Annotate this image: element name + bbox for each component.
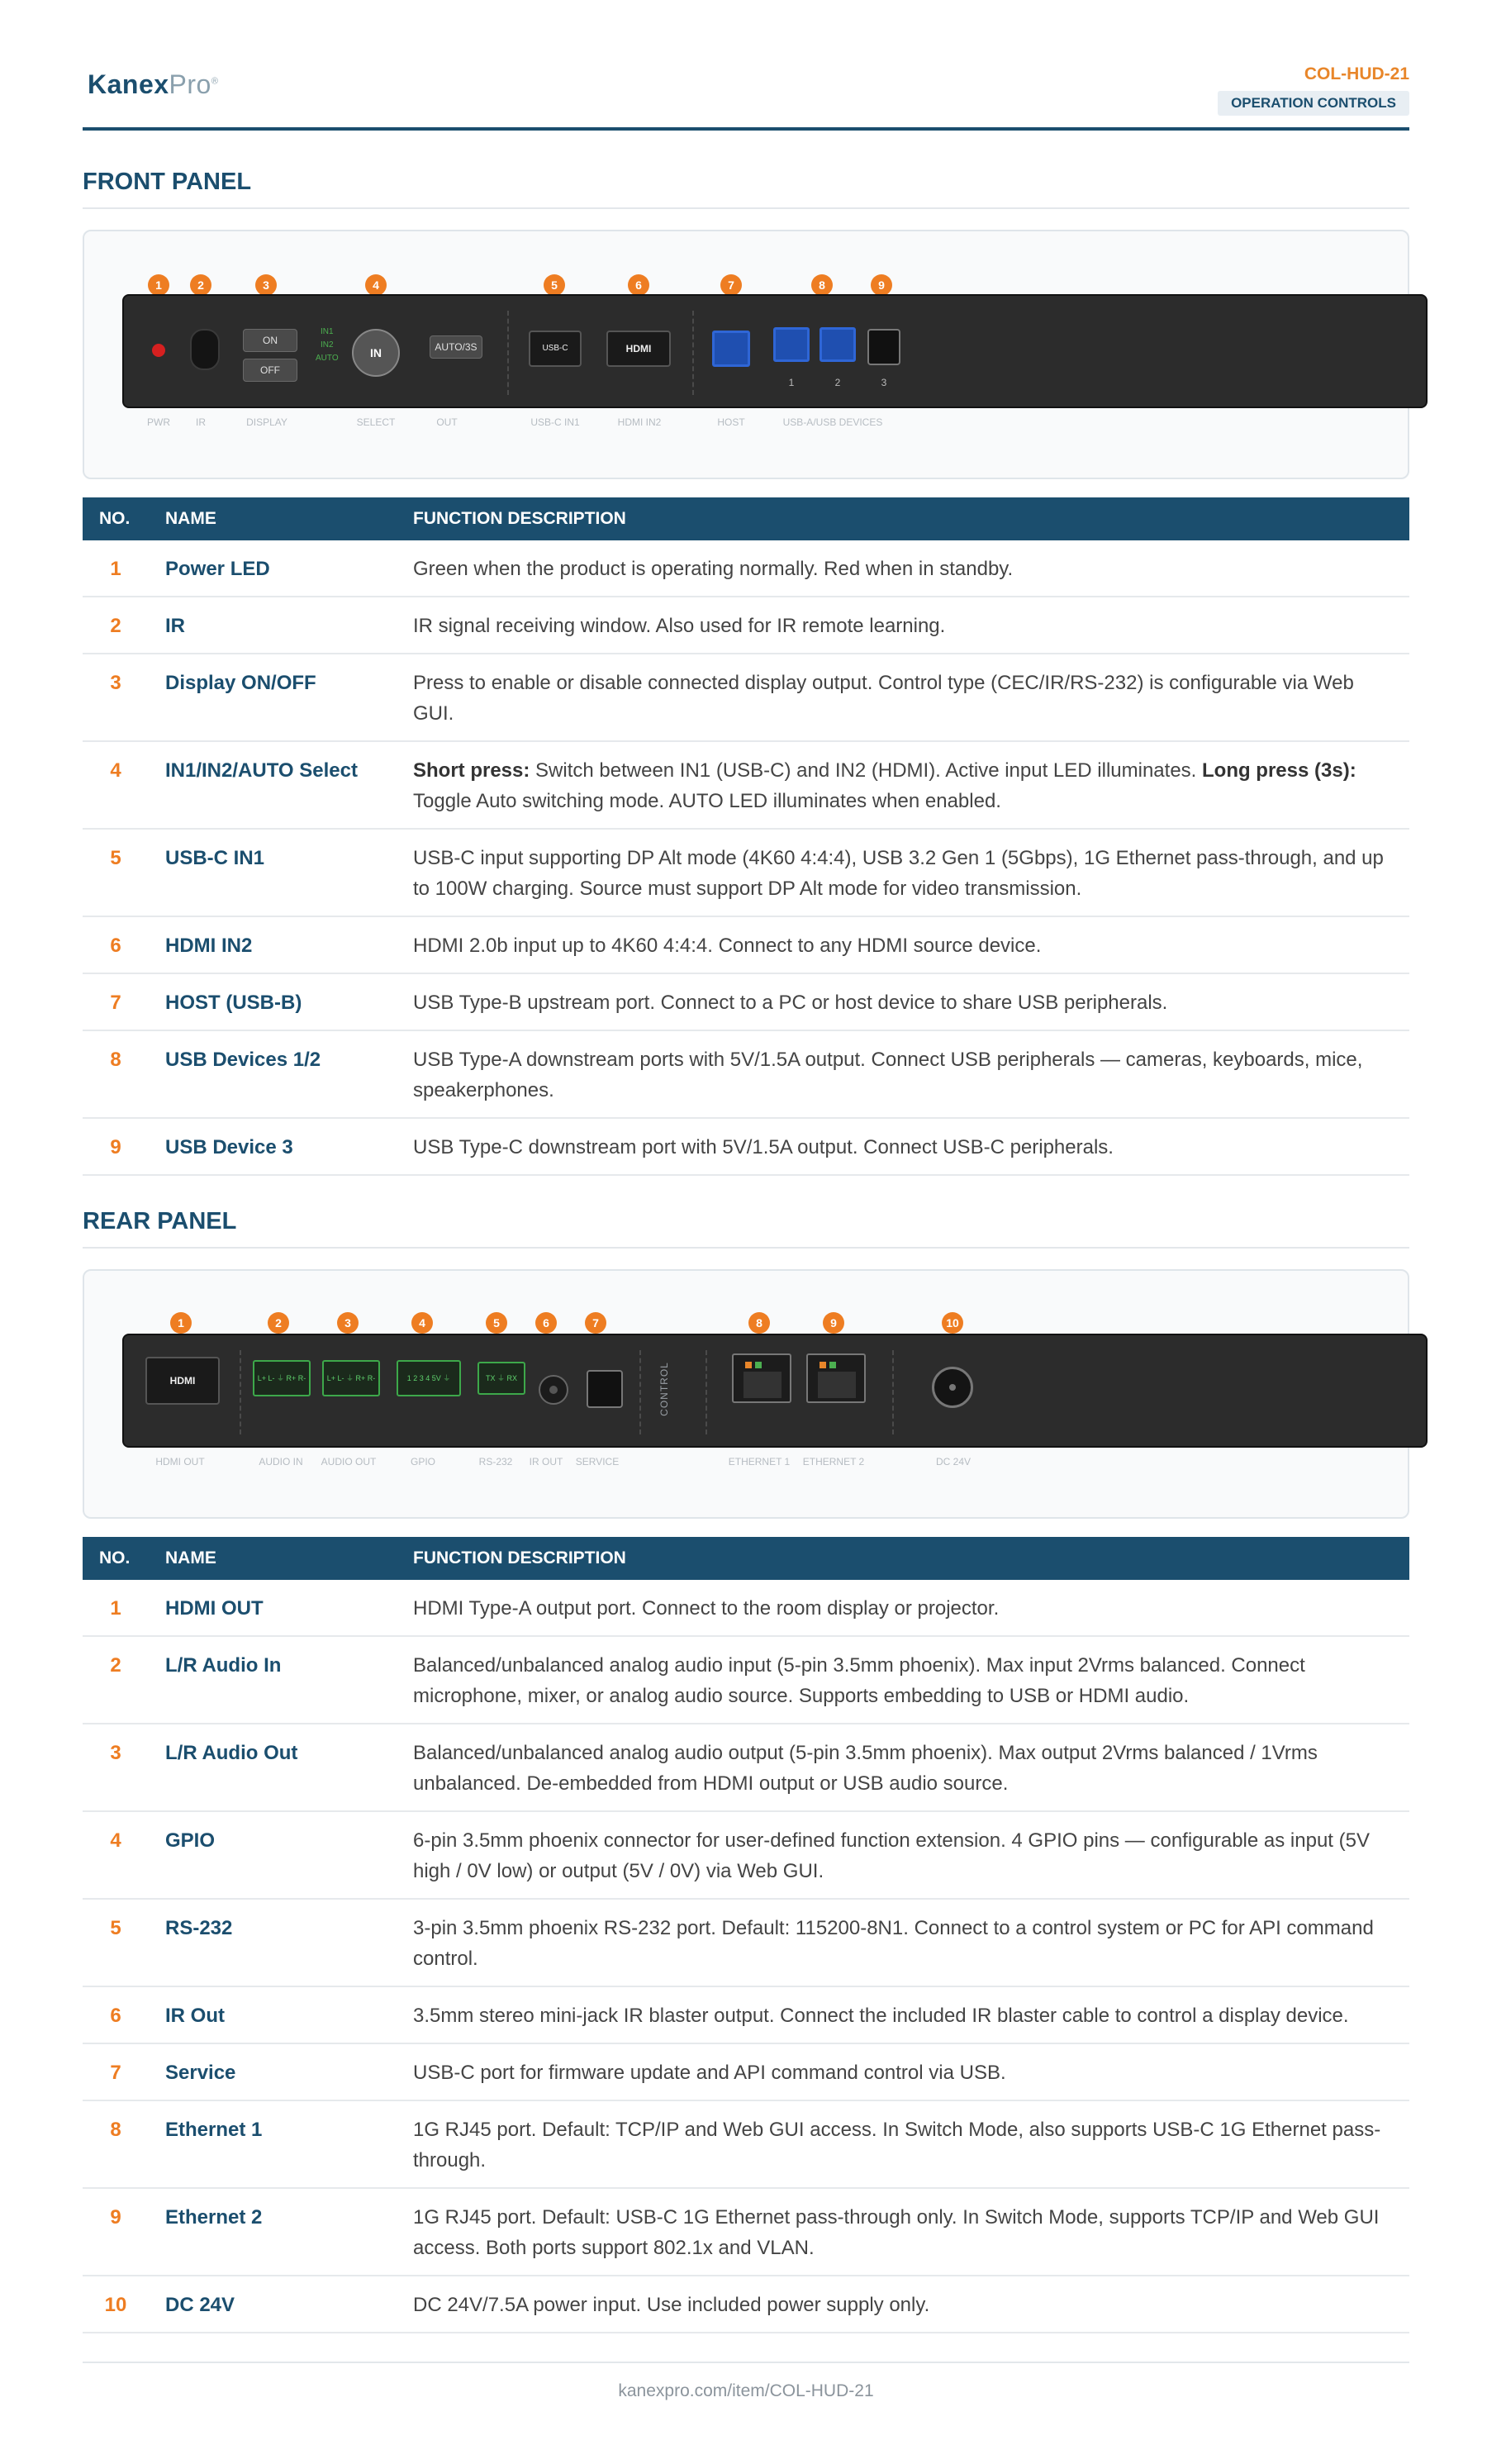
row-name: L/R Audio In [149, 1636, 397, 1724]
row-name: Ethernet 2 [149, 2188, 397, 2276]
led-in1-label: IN1 [321, 327, 334, 336]
power-led [152, 344, 165, 357]
col-header-description: FUNCTION DESCRIPTION [413, 509, 626, 528]
row-number: 5 [83, 1899, 149, 1986]
rear-separator-3 [705, 1350, 707, 1434]
rear-panel-title: REAR PANEL [83, 1208, 1409, 1249]
col-header-description: FUNCTION DESCRIPTION [413, 1548, 626, 1567]
table-row [83, 2043, 1409, 2100]
audio-out-connector: L+ L- ⏚ R+ R- [322, 1360, 380, 1396]
row-description: USB-C port for firmware update and API command control via USB. [397, 2043, 1409, 2100]
short-press-text: Switch between IN1 (USB-C) and IN2 (HDMI). Active input LED illuminates. [530, 759, 1202, 782]
service-usbc-port [587, 1370, 623, 1408]
row-description: IR signal receiving window. Also used for IR remote learning. [397, 597, 1409, 654]
row-description: HDMI 2.0b input up to 4K60 4:4:4. Connect to any HDMI source device. [397, 916, 1409, 973]
front-callout-8: 8 [811, 274, 833, 296]
table-row [83, 1030, 1409, 1118]
row-number: 8 [83, 1030, 149, 1118]
usb-port-number-1: 1 [788, 377, 795, 388]
rear-panel-table [83, 1537, 1409, 2333]
table-row [83, 1899, 1409, 1986]
row-number: 9 [83, 1118, 149, 1175]
table-row [83, 1724, 1409, 1811]
ir-window [190, 329, 220, 370]
led-in2-label: IN2 [321, 340, 334, 350]
label-audio-in: AUDIO IN [259, 1456, 303, 1467]
table-row [83, 597, 1409, 654]
label-ir-out: IR OUT [529, 1456, 563, 1467]
long-press-text: Toggle Auto switching mode. AUTO LED illuminates when enabled. [413, 790, 1001, 812]
usbc-in1-port: USB-C [529, 331, 582, 367]
gpio-connector: 1 2 3 4 5V ⏚ [397, 1360, 461, 1396]
table-row [83, 540, 1409, 597]
row-description: 3-pin 3.5mm phoenix RS-232 port. Default: 115200-8N1. Connect to a control system or PC for API command control. [397, 1899, 1409, 1986]
rear-callout-8: 8 [748, 1312, 770, 1334]
row-number: 5 [83, 829, 149, 916]
control-label: CONTROL [658, 1362, 670, 1416]
front-callout-9: 9 [871, 274, 892, 296]
logo-main-text: Kanex [88, 69, 169, 99]
row-name: USB Device 3 [149, 1118, 397, 1175]
label-host: HOST [717, 416, 745, 428]
row-name: IR [149, 597, 397, 654]
label-dc-24v: DC 24V [935, 1456, 972, 1467]
row-name: HOST (USB-B) [149, 973, 397, 1030]
row-number: 1 [83, 540, 149, 597]
label-usbc-in1: USB-C IN1 [530, 416, 580, 428]
col-header-name: NAME [165, 509, 216, 528]
row-number: 4 [83, 741, 149, 829]
rear-callout-6: 6 [535, 1312, 557, 1334]
front-callout-2: 2 [190, 274, 211, 296]
row-number: 2 [83, 1636, 149, 1724]
front-separator-1 [507, 311, 509, 395]
rs232-connector: TX ⏚ RX [477, 1362, 525, 1395]
label-ir: IR [196, 416, 206, 428]
row-name: GPIO [149, 1811, 397, 1899]
row-name: IR Out [149, 1986, 397, 2043]
row-name: HDMI IN2 [149, 916, 397, 973]
row-number: 8 [83, 2100, 149, 2188]
row-description: USB Type-B upstream port. Connect to a PC or host device to share USB peripherals. [397, 973, 1409, 1030]
rear-callout-7: 7 [585, 1312, 606, 1334]
row-description: Balanced/unbalanced analog audio output (5-pin 3.5mm phoenix). Max output 2Vrms balanced / 1Vrms unbalanced. De-embedded from HDMI output or USB audio source. [397, 1724, 1409, 1811]
row-number: 7 [83, 2043, 149, 2100]
rear-callout-3: 3 [337, 1312, 359, 1334]
table-row [83, 1118, 1409, 1175]
hdmi-in2-port: HDMI [606, 331, 671, 367]
row-description: DC 24V/7.5A power input. Use included power supply only. [397, 2276, 1409, 2333]
row-name: USB Devices 1/2 [149, 1030, 397, 1118]
table-row [83, 916, 1409, 973]
usb-a-port-1 [773, 327, 810, 362]
row-number: 6 [83, 916, 149, 973]
audio-in-connector: L+ L- ⏚ R+ R- [253, 1360, 311, 1396]
row-number: 4 [83, 1811, 149, 1899]
label-ethernet-2: ETHERNET 2 [802, 1456, 865, 1467]
kanexpro-logo [88, 69, 218, 100]
display-off-button: OFF [243, 359, 297, 382]
label-select: SELECT [356, 416, 396, 428]
page-header [83, 53, 1409, 131]
rear-callout-9: 9 [823, 1312, 844, 1334]
label-gpio: GPIO [410, 1456, 435, 1467]
rear-callout-1: 1 [170, 1312, 192, 1334]
label-hdmi-in2: HDMI IN2 [617, 416, 662, 428]
label-rs232: RS-232 [478, 1456, 513, 1467]
label-hdmi-out: HDMI OUT [155, 1456, 205, 1467]
row-number: 1 [83, 1580, 149, 1636]
front-callout-1: 1 [148, 274, 169, 296]
row-number: 3 [83, 1724, 149, 1811]
rear-callout-2: 2 [268, 1312, 289, 1334]
row-name: Service [149, 2043, 397, 2100]
short-press-label: Short press: [413, 759, 530, 782]
usb-c-device-port [867, 329, 900, 365]
row-description: USB-C input supporting DP Alt mode (4K60 4:4:4), USB 3.2 Gen 1 (5Gbps), 1G Ethernet pass-through, and up to 100W charging. Source must support DP Alt mode for video transmission. [397, 829, 1409, 916]
label-out: OUT [436, 416, 458, 428]
label-usb-devices: USB-A/USB DEVICES [782, 416, 883, 428]
row-name: L/R Audio Out [149, 1724, 397, 1811]
page-footer [83, 2362, 1409, 2401]
table-row [83, 2188, 1409, 2276]
table-row [83, 741, 1409, 829]
long-press-label: Long press (3s): [1202, 759, 1356, 782]
front-callout-4: 4 [365, 274, 387, 296]
front-callout-7: 7 [720, 274, 742, 296]
col-header-name: NAME [165, 1548, 216, 1567]
ethernet-2-port [806, 1353, 866, 1403]
row-name: IN1/IN2/AUTO Select [149, 741, 397, 829]
row-name: RS-232 [149, 1899, 397, 1986]
row-description [397, 741, 1409, 829]
row-number: 7 [83, 973, 149, 1030]
front-device-body [122, 294, 1428, 408]
row-description: USB Type-A downstream ports with 5V/1.5A output. Connect USB peripherals — cameras, keyboards, mice, speakerphones. [397, 1030, 1409, 1118]
row-name: DC 24V [149, 2276, 397, 2333]
row-description: 6-pin 3.5mm phoenix connector for user-defined function extension. 4 GPIO pins — configurable as input (5V high / 0V low) or output (5V / 0V) via Web GUI. [397, 1811, 1409, 1899]
front-panel-title: FRONT PANEL [83, 169, 1409, 209]
table-row [83, 829, 1409, 916]
row-description: Green when the product is operating normally. Red when in standby. [397, 540, 1409, 597]
col-header-no: NO. [99, 1548, 131, 1567]
table-row [83, 654, 1409, 741]
row-number: 10 [83, 2276, 149, 2333]
rear-callout-5: 5 [486, 1312, 507, 1334]
row-name: Power LED [149, 540, 397, 597]
row-description: 1G RJ45 port. Default: USB-C 1G Ethernet pass-through only. In Switch Mode, supports TCP/IP and Web GUI access. Both ports support 802.1x and VLAN. [397, 2188, 1409, 2276]
table-header-row [83, 497, 1409, 540]
usb-port-number-3: 3 [881, 377, 887, 388]
table-row [83, 2100, 1409, 2188]
row-description: Press to enable or disable connected display output. Control type (CEC/IR/RS-232) is configurable via Web GUI. [397, 654, 1409, 741]
label-ethernet-1: ETHERNET 1 [728, 1456, 791, 1467]
rear-panel-diagram [83, 1269, 1409, 1519]
rear-callout-10: 10 [942, 1312, 963, 1334]
row-description: HDMI Type-A output port. Connect to the room display or projector. [397, 1580, 1409, 1636]
label-service: SERVICE [575, 1456, 620, 1467]
led-auto-label: AUTO [316, 354, 339, 363]
rear-separator-1 [240, 1350, 241, 1434]
front-callout-3: 3 [255, 274, 277, 296]
table-row [83, 973, 1409, 1030]
table-header-row [83, 1537, 1409, 1580]
row-name: HDMI OUT [149, 1580, 397, 1636]
dc-24v-jack [932, 1367, 973, 1408]
label-display: DISPLAY [246, 416, 287, 428]
front-separator-2 [692, 311, 694, 395]
row-description: Balanced/unbalanced analog audio input (5-pin 3.5mm phoenix). Max input 2Vrms balanced. Connect microphone, mixer, or analog audio source. Supports embedding to USB or HDMI audio. [397, 1636, 1409, 1724]
row-number: 2 [83, 597, 149, 654]
usb-a-port-2 [820, 327, 856, 362]
row-description: 1G RJ45 port. Default: TCP/IP and Web GUI access. In Switch Mode, also supports USB-C 1G Ethernet pass-through. [397, 2100, 1409, 2188]
footer-url: kanexpro.com/item/COL-HUD-21 [618, 2381, 874, 2400]
front-callout-5: 5 [544, 274, 565, 296]
ir-out-jack [539, 1375, 568, 1405]
logo-registered-mark: ® [211, 76, 219, 87]
ethernet-1-port [732, 1353, 791, 1403]
rear-separator-4 [892, 1350, 894, 1434]
row-number: 6 [83, 1986, 149, 2043]
display-on-button: ON [243, 329, 297, 352]
front-panel-table [83, 497, 1409, 1176]
label-audio-out: AUDIO OUT [321, 1456, 377, 1467]
table-row [83, 1636, 1409, 1724]
label-pwr: PWR [147, 416, 170, 428]
front-callout-6: 6 [628, 274, 649, 296]
table-row [83, 1580, 1409, 1636]
usb-port-number-2: 2 [834, 377, 841, 388]
row-number: 9 [83, 2188, 149, 2276]
rear-callout-4: 4 [411, 1312, 433, 1334]
row-name: Ethernet 1 [149, 2100, 397, 2188]
table-row [83, 1811, 1409, 1899]
rear-separator-2 [639, 1350, 641, 1434]
row-name: USB-C IN1 [149, 829, 397, 916]
doc-title-badge: OPERATION CONTROLS [1218, 91, 1409, 116]
row-description: USB Type-C downstream port with 5V/1.5A output. Connect USB-C peripherals. [397, 1118, 1409, 1175]
host-usbb-port [712, 331, 750, 367]
col-header-no: NO. [99, 509, 131, 528]
row-number: 3 [83, 654, 149, 741]
hdmi-out-port: HDMI [145, 1357, 220, 1405]
select-in-button: IN [352, 329, 400, 377]
row-name: Display ON/OFF [149, 654, 397, 741]
front-panel-diagram [83, 230, 1409, 479]
out-auto-button: AUTO/3S [430, 335, 482, 359]
row-description: 3.5mm stereo mini-jack IR blaster output. Connect the included IR blaster cable to control a display device. [397, 1986, 1409, 2043]
table-row [83, 1986, 1409, 2043]
rear-device-body [122, 1334, 1428, 1448]
logo-accent-text: Pro [169, 69, 211, 99]
model-number: COL-HUD-21 [1304, 64, 1409, 83]
table-row [83, 2276, 1409, 2333]
